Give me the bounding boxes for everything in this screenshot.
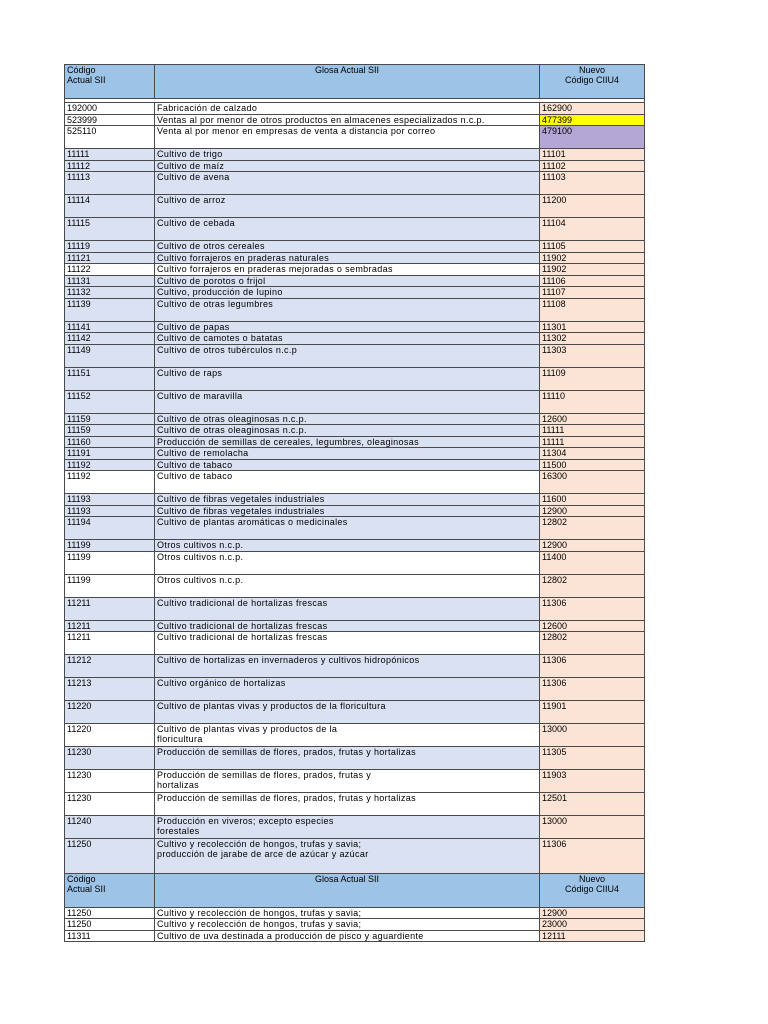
current-code-cell: 11142: [65, 333, 155, 345]
description-line: Cultivo de tabaco: [157, 459, 233, 470]
current-code-cell: 11192: [65, 471, 155, 494]
description-cell: [155, 770, 540, 793]
description-cell: [155, 551, 540, 574]
description-line: Cultivo tradicional de hortalizas frescas: [157, 620, 328, 631]
description-line: Venta al por menor en empresas de venta a distancia por correo: [157, 126, 436, 136]
description-cell: [155, 907, 540, 919]
current-code-cell: 11152: [65, 390, 155, 413]
description-line: Cultivo de fibras vegetales industriales: [157, 494, 325, 504]
description-line: Producción de semillas de flores, prados, frutas y hortalizas: [157, 793, 416, 803]
description-line: Cultivo de camotes o batatas: [157, 333, 283, 343]
new-code-cell: 12501: [540, 793, 645, 816]
current-code-cell: 11311: [65, 930, 155, 942]
description-line: Cultivo de cebada: [157, 218, 235, 228]
table-row: [65, 505, 645, 517]
description-cell: [155, 160, 540, 172]
current-code-cell: 11191: [65, 448, 155, 460]
new-code-cell: 477399: [540, 114, 645, 126]
table-row: [65, 597, 645, 620]
description-cell: [155, 620, 540, 632]
description-line: Otros cultivos n.c.p.: [157, 540, 244, 550]
current-code-cell: 11132: [65, 287, 155, 299]
new-code-cell: 12802: [540, 632, 645, 655]
description-line: producción de jarabe de arce de azúcar y azúcar: [157, 849, 369, 859]
current-code-cell: 525110: [65, 126, 155, 149]
table-row: [65, 459, 645, 471]
current-code-cell: 11230: [65, 747, 155, 770]
new-code-cell: 11111: [540, 425, 645, 437]
current-code-cell: 11250: [65, 839, 155, 874]
description-cell: [155, 425, 540, 437]
table-row: [65, 574, 645, 597]
table-row: [65, 160, 645, 172]
description-line: Otros cultivos n.c.p.: [157, 551, 244, 562]
new-code-cell: 11600: [540, 494, 645, 506]
new-code-cell: 11301: [540, 321, 645, 333]
description-cell: [155, 241, 540, 253]
description-cell: [155, 448, 540, 460]
current-code-cell: 11141: [65, 321, 155, 333]
description-line: Cultivo tradicional de hortalizas frescas: [157, 632, 328, 642]
description-cell: [155, 126, 540, 149]
description-cell: [155, 436, 540, 448]
description-cell: [155, 413, 540, 425]
current-code-cell: 11199: [65, 574, 155, 597]
description-cell: [155, 505, 540, 517]
new-code-cell: 11903: [540, 770, 645, 793]
description-line: Cultivo de otras oleaginosas n.c.p.: [157, 413, 307, 424]
description-line: Cultivo de otros cereales: [157, 241, 265, 251]
current-code-cell: 11230: [65, 770, 155, 793]
description-cell: [155, 321, 540, 333]
header-new-line: Nuevo: [578, 65, 605, 75]
header-row: [65, 873, 645, 907]
table-row: [65, 114, 645, 126]
description-cell: [155, 275, 540, 287]
table-row: [65, 471, 645, 494]
current-code-cell: 11111: [65, 149, 155, 161]
header-new-line: Código CIIU4: [564, 75, 620, 85]
description-line: Cultivo de plantas vivas y productos de la: [157, 724, 338, 734]
table-row: [65, 919, 645, 931]
header-new-code: [540, 873, 645, 907]
current-code-cell: 11119: [65, 241, 155, 253]
new-code-cell: 12900: [540, 505, 645, 517]
description-cell: [155, 195, 540, 218]
table-row: [65, 344, 645, 367]
header-code-line: Código: [67, 873, 96, 884]
new-code-cell: 11102: [540, 160, 645, 172]
description-cell: [155, 919, 540, 931]
new-code-cell: 12802: [540, 517, 645, 540]
new-code-cell: 162900: [540, 103, 645, 115]
description-line: Cultivo forrajeros en praderas naturales: [157, 252, 330, 263]
new-code-cell: 11105: [540, 241, 645, 253]
description-cell: [155, 747, 540, 770]
table-row: [65, 632, 645, 655]
table-row: [65, 724, 645, 747]
current-code-cell: 11122: [65, 264, 155, 276]
description-cell: [155, 367, 540, 390]
new-code-cell: 11306: [540, 655, 645, 678]
description-cell: [155, 930, 540, 942]
new-code-cell: 11111: [540, 436, 645, 448]
table-row: [65, 333, 645, 345]
new-code-cell: 11302: [540, 333, 645, 345]
table-row: [65, 321, 645, 333]
description-cell: [155, 793, 540, 816]
new-code-cell: 11104: [540, 218, 645, 241]
description-line: Producción de semillas de flores, prados, frutas y: [157, 770, 372, 780]
table-row: [65, 540, 645, 552]
header-new-code: [540, 65, 645, 99]
current-code-cell: 11199: [65, 551, 155, 574]
description-cell: [155, 701, 540, 724]
new-code-cell: 11200: [540, 195, 645, 218]
table-row: [65, 655, 645, 678]
description-line: Cultivo tradicional de hortalizas frescas: [157, 597, 328, 608]
description-line: Cultivo de plantas vivas y productos de la floricultura: [157, 701, 386, 711]
table-row: [65, 793, 645, 816]
description-line: Cultivo de porotos o frijol: [157, 275, 266, 286]
description-cell: [155, 103, 540, 115]
header-new-line: Nuevo: [578, 873, 605, 884]
description-cell: [155, 655, 540, 678]
table-row: [65, 425, 645, 437]
description-cell: [155, 540, 540, 552]
description-line: Cultivo de fibras vegetales industriales: [157, 505, 325, 516]
current-code-cell: 11149: [65, 344, 155, 367]
description-line: Cultivo de otras legumbres: [157, 298, 274, 309]
current-code-cell: 11159: [65, 425, 155, 437]
description-line: Cultivo forrajeros en praderas mejoradas o sembradas: [157, 264, 393, 274]
table-row: [65, 413, 645, 425]
description-cell: [155, 333, 540, 345]
code-correspondence-table: [64, 64, 645, 942]
current-code-cell: 11114: [65, 195, 155, 218]
description-line: Cultivo de trigo: [157, 149, 223, 159]
current-code-cell: 11159: [65, 413, 155, 425]
description-cell: [155, 471, 540, 494]
description-cell: [155, 494, 540, 506]
description-line: Cultivo de hortalizas en invernaderos y cultivos hidropónicos: [157, 655, 420, 665]
new-code-cell: 13000: [540, 724, 645, 747]
description-line: Cultivo orgánico de hortalizas: [157, 678, 286, 688]
description-line: Cultivo de tabaco: [157, 471, 233, 481]
description-line: Cultivo y recolección de hongos, trufas y savia;: [157, 907, 362, 918]
new-code-cell: 11107: [540, 287, 645, 299]
table-row: [65, 172, 645, 195]
header-code-actual: [65, 65, 155, 99]
description-cell: [155, 632, 540, 655]
header-new-line: Código CIIU4: [564, 883, 620, 894]
header-glosa: Glosa Actual SII: [155, 65, 540, 99]
description-line: Cultivo, producción de lupino: [157, 287, 283, 297]
current-code-cell: 11212: [65, 655, 155, 678]
new-code-cell: 11109: [540, 367, 645, 390]
header-row: [65, 65, 645, 99]
description-cell: [155, 172, 540, 195]
current-code-cell: 11192: [65, 459, 155, 471]
description-cell: [155, 517, 540, 540]
new-code-cell: 11901: [540, 701, 645, 724]
table-row: [65, 252, 645, 264]
table-row: [65, 126, 645, 149]
new-code-cell: 11304: [540, 448, 645, 460]
table-row: [65, 816, 645, 839]
table-row: [65, 701, 645, 724]
description-line: Cultivo de maravilla: [157, 390, 243, 401]
current-code-cell: 11211: [65, 620, 155, 632]
current-code-cell: 11230: [65, 793, 155, 816]
new-code-cell: 11106: [540, 275, 645, 287]
current-code-cell: 192000: [65, 103, 155, 115]
new-code-cell: 11306: [540, 678, 645, 701]
table-row: [65, 747, 645, 770]
description-cell: [155, 344, 540, 367]
description-cell: [155, 459, 540, 471]
description-line: Cultivo de remolacha: [157, 448, 249, 458]
new-code-cell: 479100: [540, 126, 645, 149]
table-row: [65, 770, 645, 793]
description-cell: [155, 390, 540, 413]
current-code-cell: 11112: [65, 160, 155, 172]
table-row: [65, 367, 645, 390]
new-code-cell: 11101: [540, 149, 645, 161]
current-code-cell: 11240: [65, 816, 155, 839]
description-cell: [155, 574, 540, 597]
table-row: [65, 275, 645, 287]
current-code-cell: 11199: [65, 540, 155, 552]
table-row: [65, 264, 645, 276]
current-code-cell: 523999: [65, 114, 155, 126]
description-line: Producción en viveros; excepto especies: [157, 816, 334, 826]
new-code-cell: 11400: [540, 551, 645, 574]
current-code-cell: 11213: [65, 678, 155, 701]
description-cell: [155, 252, 540, 264]
table-row: [65, 494, 645, 506]
header-glosa: Glosa Actual SII: [155, 873, 540, 907]
description-cell: [155, 597, 540, 620]
header-code-line: Actual SII: [67, 883, 106, 894]
description-line: Producción de semillas de flores, prados, frutas y hortalizas: [157, 747, 416, 757]
header-code-line: Código: [67, 65, 96, 75]
current-code-cell: 11115: [65, 218, 155, 241]
description-line: hortalizas: [157, 780, 200, 790]
description-line: Cultivo de avena: [157, 172, 230, 182]
new-code-cell: 11902: [540, 252, 645, 264]
new-code-cell: 11500: [540, 459, 645, 471]
new-code-cell: 12900: [540, 907, 645, 919]
new-code-cell: 11306: [540, 597, 645, 620]
description-cell: [155, 218, 540, 241]
new-code-cell: 11306: [540, 839, 645, 874]
table-row: [65, 907, 645, 919]
current-code-cell: 11193: [65, 494, 155, 506]
description-line: Cultivo de otras oleaginosas n.c.p.: [157, 425, 307, 435]
description-line: Cultivo de uva destinada a producción de pisco y aguardiente: [157, 930, 424, 941]
description-line: Cultivo de plantas aromáticas o medicinales: [157, 517, 348, 527]
description-line: Cultivo de otros tubérculos n.c.p: [157, 344, 298, 355]
description-cell: [155, 839, 540, 874]
new-code-cell: 13000: [540, 816, 645, 839]
description-line: Cultivo de raps: [157, 367, 223, 378]
table-row: [65, 436, 645, 448]
table-row: [65, 930, 645, 942]
header-code-line: Actual SII: [67, 75, 106, 85]
table-row: [65, 218, 645, 241]
current-code-cell: 11113: [65, 172, 155, 195]
description-line: Cultivo y recolección de hongos, trufas y savia;: [157, 839, 362, 849]
table-row: [65, 241, 645, 253]
table-row: [65, 195, 645, 218]
description-line: forestales: [157, 826, 200, 836]
new-code-cell: 16300: [540, 471, 645, 494]
table-row: [65, 678, 645, 701]
current-code-cell: 11131: [65, 275, 155, 287]
description-cell: [155, 816, 540, 839]
new-code-cell: 23000: [540, 919, 645, 931]
description-cell: [155, 149, 540, 161]
table-row: [65, 390, 645, 413]
description-line: Producción de semillas de cereales, legumbres, oleaginosas: [157, 436, 419, 447]
table-row: [65, 839, 645, 874]
current-code-cell: 11160: [65, 436, 155, 448]
table-row: [65, 149, 645, 161]
current-code-cell: 11151: [65, 367, 155, 390]
description-cell: [155, 298, 540, 321]
current-code-cell: 11194: [65, 517, 155, 540]
description-cell: [155, 287, 540, 299]
current-code-cell: 11250: [65, 907, 155, 919]
description-line: Ventas al por menor de otros productos en almacenes especializados n.c.p.: [157, 114, 485, 125]
table-row: [65, 103, 645, 115]
description-line: Cultivo y recolección de hongos, trufas y savia;: [157, 919, 362, 929]
new-code-cell: 11110: [540, 390, 645, 413]
new-code-cell: 12900: [540, 540, 645, 552]
new-code-cell: 11305: [540, 747, 645, 770]
new-code-cell: 12111: [540, 930, 645, 942]
description-line: floricultura: [157, 734, 203, 744]
description-line: Cultivo de papas: [157, 321, 230, 332]
description-cell: [155, 264, 540, 276]
current-code-cell: 11211: [65, 632, 155, 655]
new-code-cell: 11108: [540, 298, 645, 321]
current-code-cell: 11211: [65, 597, 155, 620]
description-line: Cultivo de maíz: [157, 160, 225, 171]
current-code-cell: 11193: [65, 505, 155, 517]
new-code-cell: 11303: [540, 344, 645, 367]
new-code-cell: 11902: [540, 264, 645, 276]
new-code-cell: 12600: [540, 620, 645, 632]
header-code-actual: [65, 873, 155, 907]
current-code-cell: 11139: [65, 298, 155, 321]
new-code-cell: 12600: [540, 413, 645, 425]
description-cell: [155, 678, 540, 701]
current-code-cell: 11220: [65, 724, 155, 747]
new-code-cell: 11103: [540, 172, 645, 195]
description-cell: [155, 114, 540, 126]
table-row: [65, 620, 645, 632]
table-row: [65, 448, 645, 460]
description-line: Cultivo de arroz: [157, 195, 226, 205]
table-row: [65, 517, 645, 540]
description-line: Fabricación de calzado: [157, 103, 258, 113]
table-row: [65, 551, 645, 574]
current-code-cell: 11121: [65, 252, 155, 264]
current-code-cell: 11250: [65, 919, 155, 931]
new-code-cell: 12802: [540, 574, 645, 597]
description-cell: [155, 724, 540, 747]
table-row: [65, 298, 645, 321]
current-code-cell: 11220: [65, 701, 155, 724]
description-line: Otros cultivos n.c.p.: [157, 574, 244, 585]
table-row: [65, 287, 645, 299]
